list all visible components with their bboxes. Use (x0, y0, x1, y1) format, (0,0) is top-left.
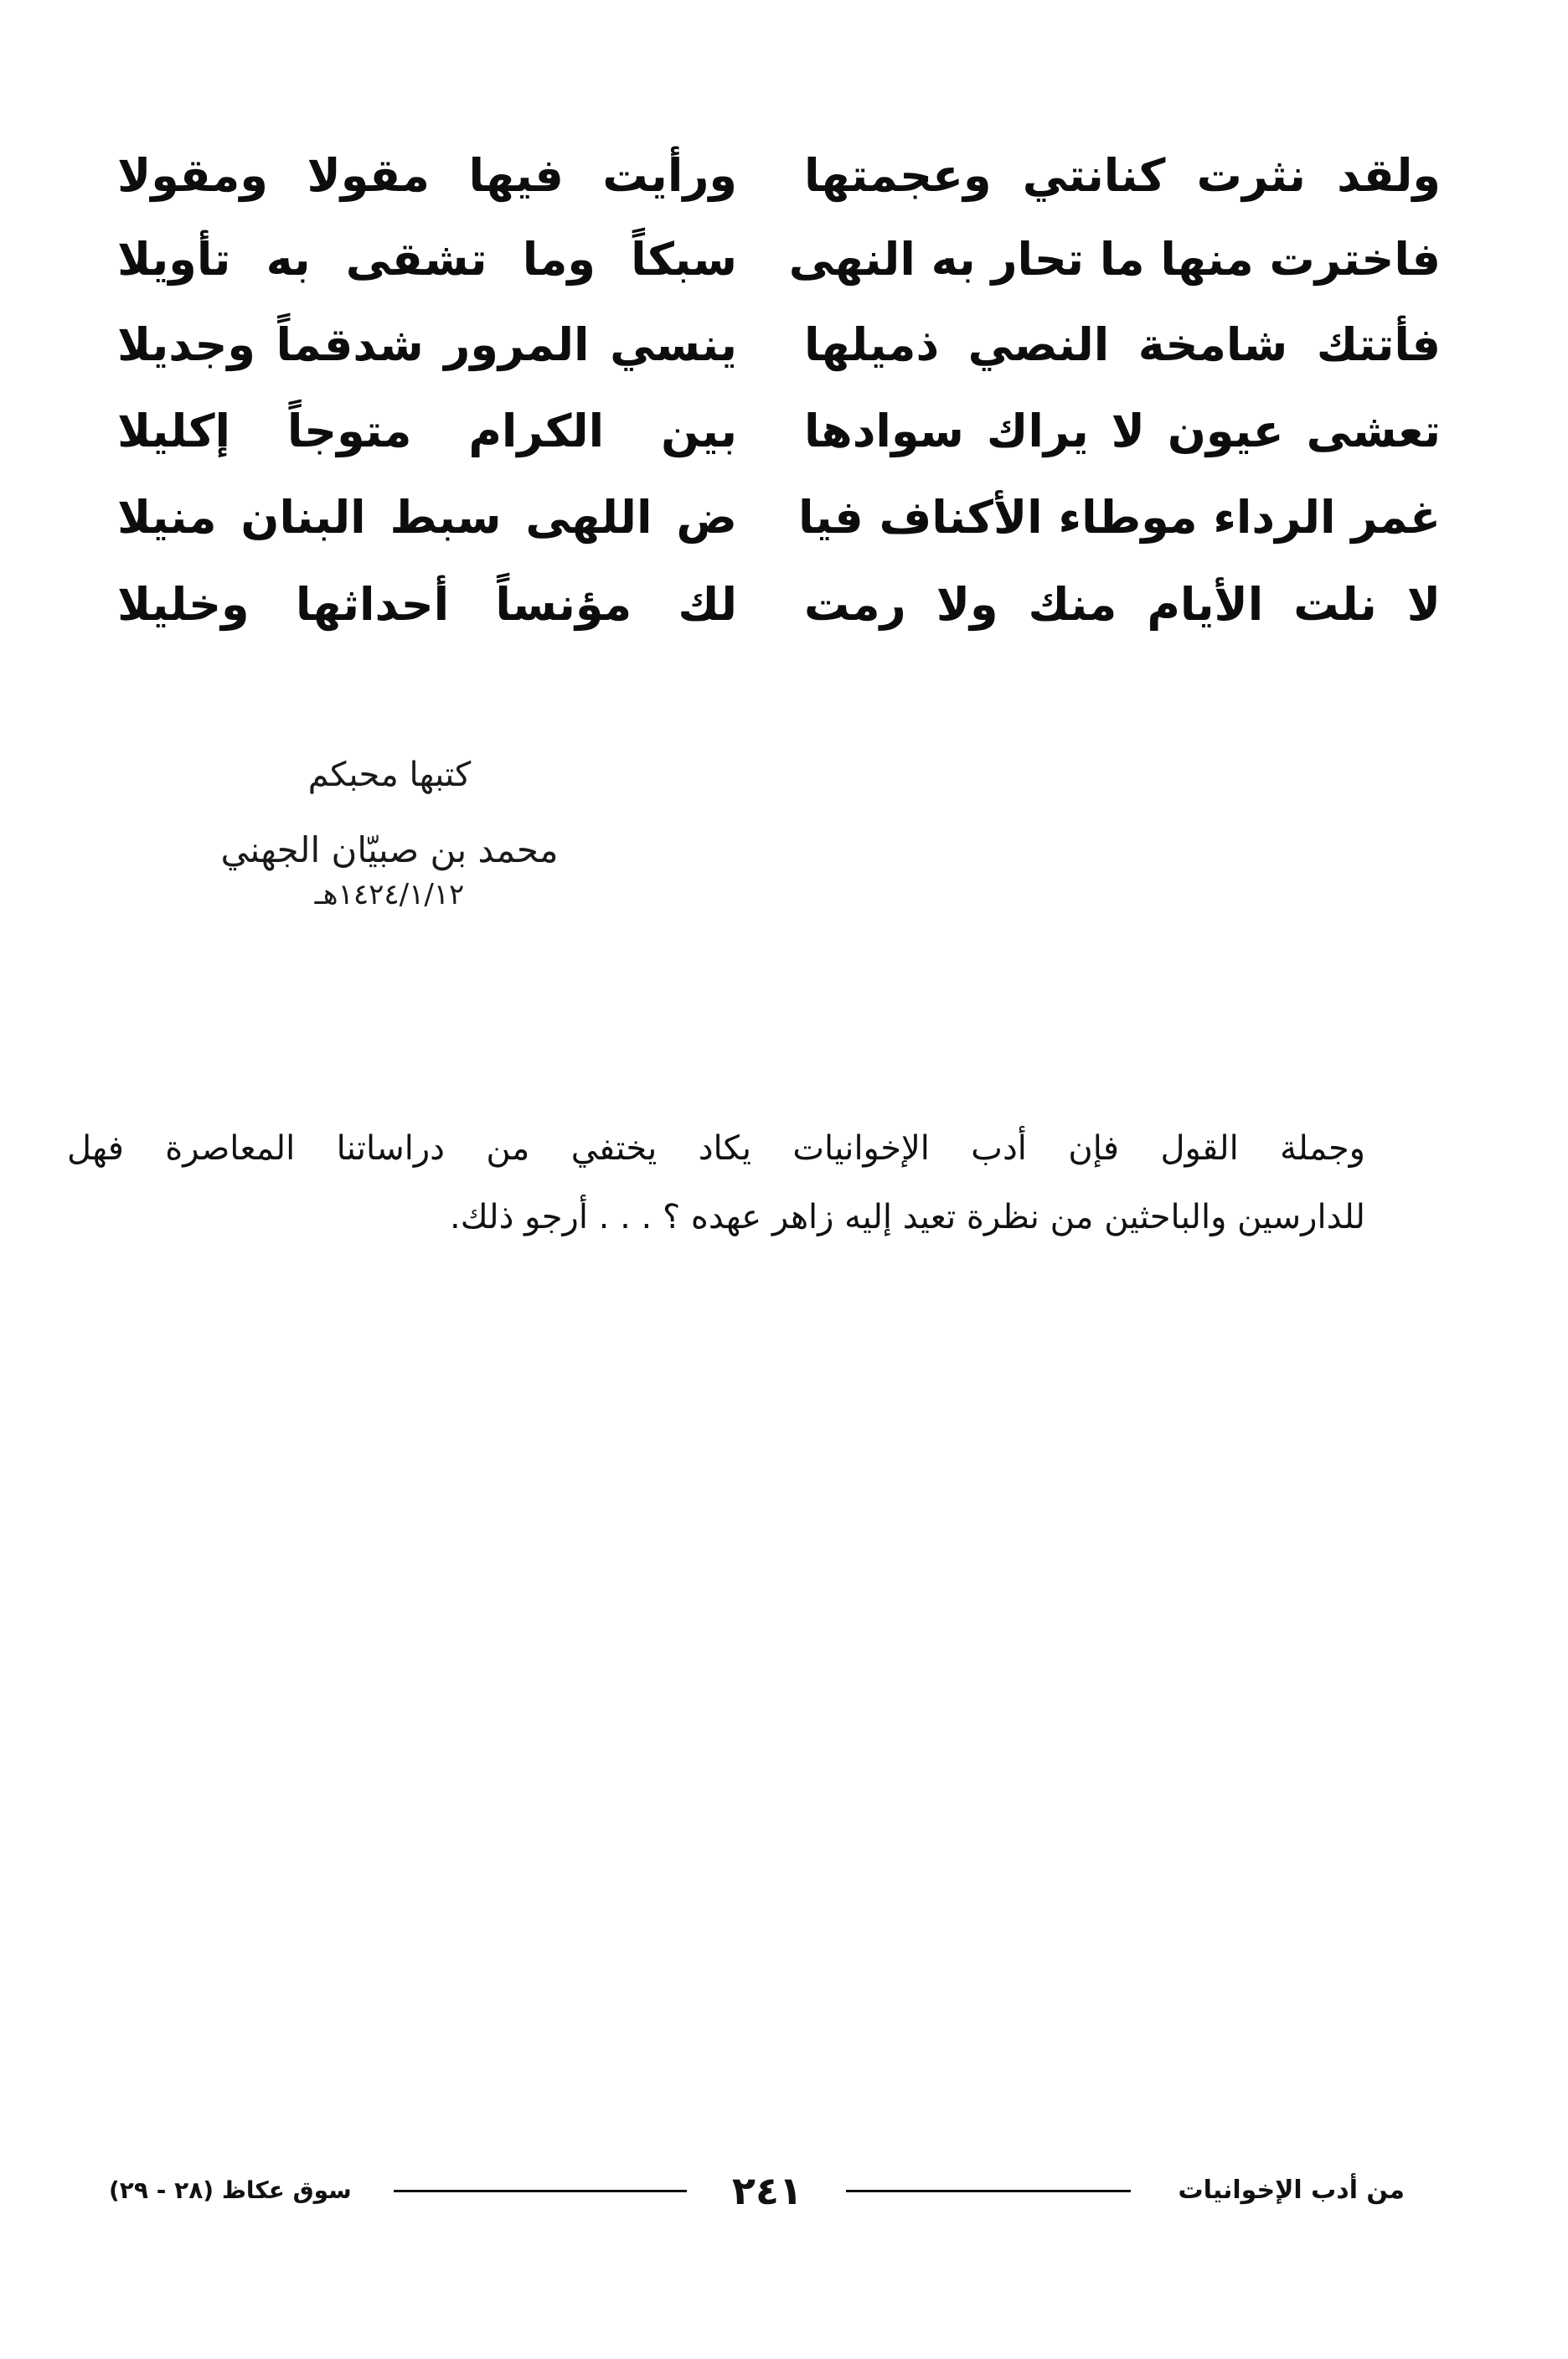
verse-first-hemistich: فأتتك شامخة النصي ذميلها (804, 318, 1441, 371)
verse-second-hemistich: ض اللهى سبط البنان منيلا (117, 491, 737, 544)
poem-verse (0, 303, 1568, 387)
closing-paragraph (67, 1114, 1365, 1252)
poem-verse (0, 476, 1568, 560)
verse-second-hemistich: ورأيت فيها مقولا ومقولا (117, 149, 737, 202)
poem-verse (0, 218, 1568, 302)
verse-first-hemistich: لا نلت الأيام منك ولا رمت (804, 578, 1441, 631)
poem-verse (0, 563, 1568, 647)
verse-first-hemistich: تعشى عيون لا يراك سوادها (804, 405, 1441, 457)
verse-first-hemistich: غمر الرداء موطاء الأكناف فيا (798, 491, 1441, 544)
verse-second-hemistich: بين الكرام متوجاً إكليلا (117, 405, 737, 457)
signature-intro: كتبها محبكم (307, 756, 472, 794)
footer-running-title: من أدب الإخوانيات (1178, 2176, 1405, 2205)
signature-date: ١٤٢٤/١/١٢هـ (314, 878, 465, 911)
footer-divider (846, 2190, 1131, 2192)
footer-divider (394, 2190, 687, 2192)
page-number: ٢٤١ (731, 2168, 803, 2213)
verse-second-hemistich: لك مؤنساً أحداثها وخليلا (117, 578, 737, 631)
verse-first-hemistich: فاخترت منها ما تحار به النهى (788, 233, 1441, 286)
poem-verse (0, 134, 1568, 218)
verse-second-hemistich: ينسي المرور شدقماً وجديلا (117, 318, 737, 371)
signature-name: محمد بن صبيّان الجهني (220, 829, 559, 870)
verse-second-hemistich: سبكاً وما تشقى به تأويلا (117, 233, 737, 286)
closing-line: للدارسين والباحثين من نظرة تعيد إليه زاهر عهده ؟ . . . أرجو ذلك. (449, 1198, 1365, 1236)
verse-first-hemistich: ولقد نثرت كنانتي وعجمتها (804, 149, 1441, 202)
footer-source: سوق عكاظ (٢٨ - ٢٩) (109, 2176, 352, 2204)
closing-line: وجملة القول فإن أدب الإخوانيات يكاد يختفي من دراساتنا المعاصرة فهل (67, 1129, 1365, 1168)
poem-verse (0, 390, 1568, 473)
page-footer (0, 2161, 1568, 2220)
